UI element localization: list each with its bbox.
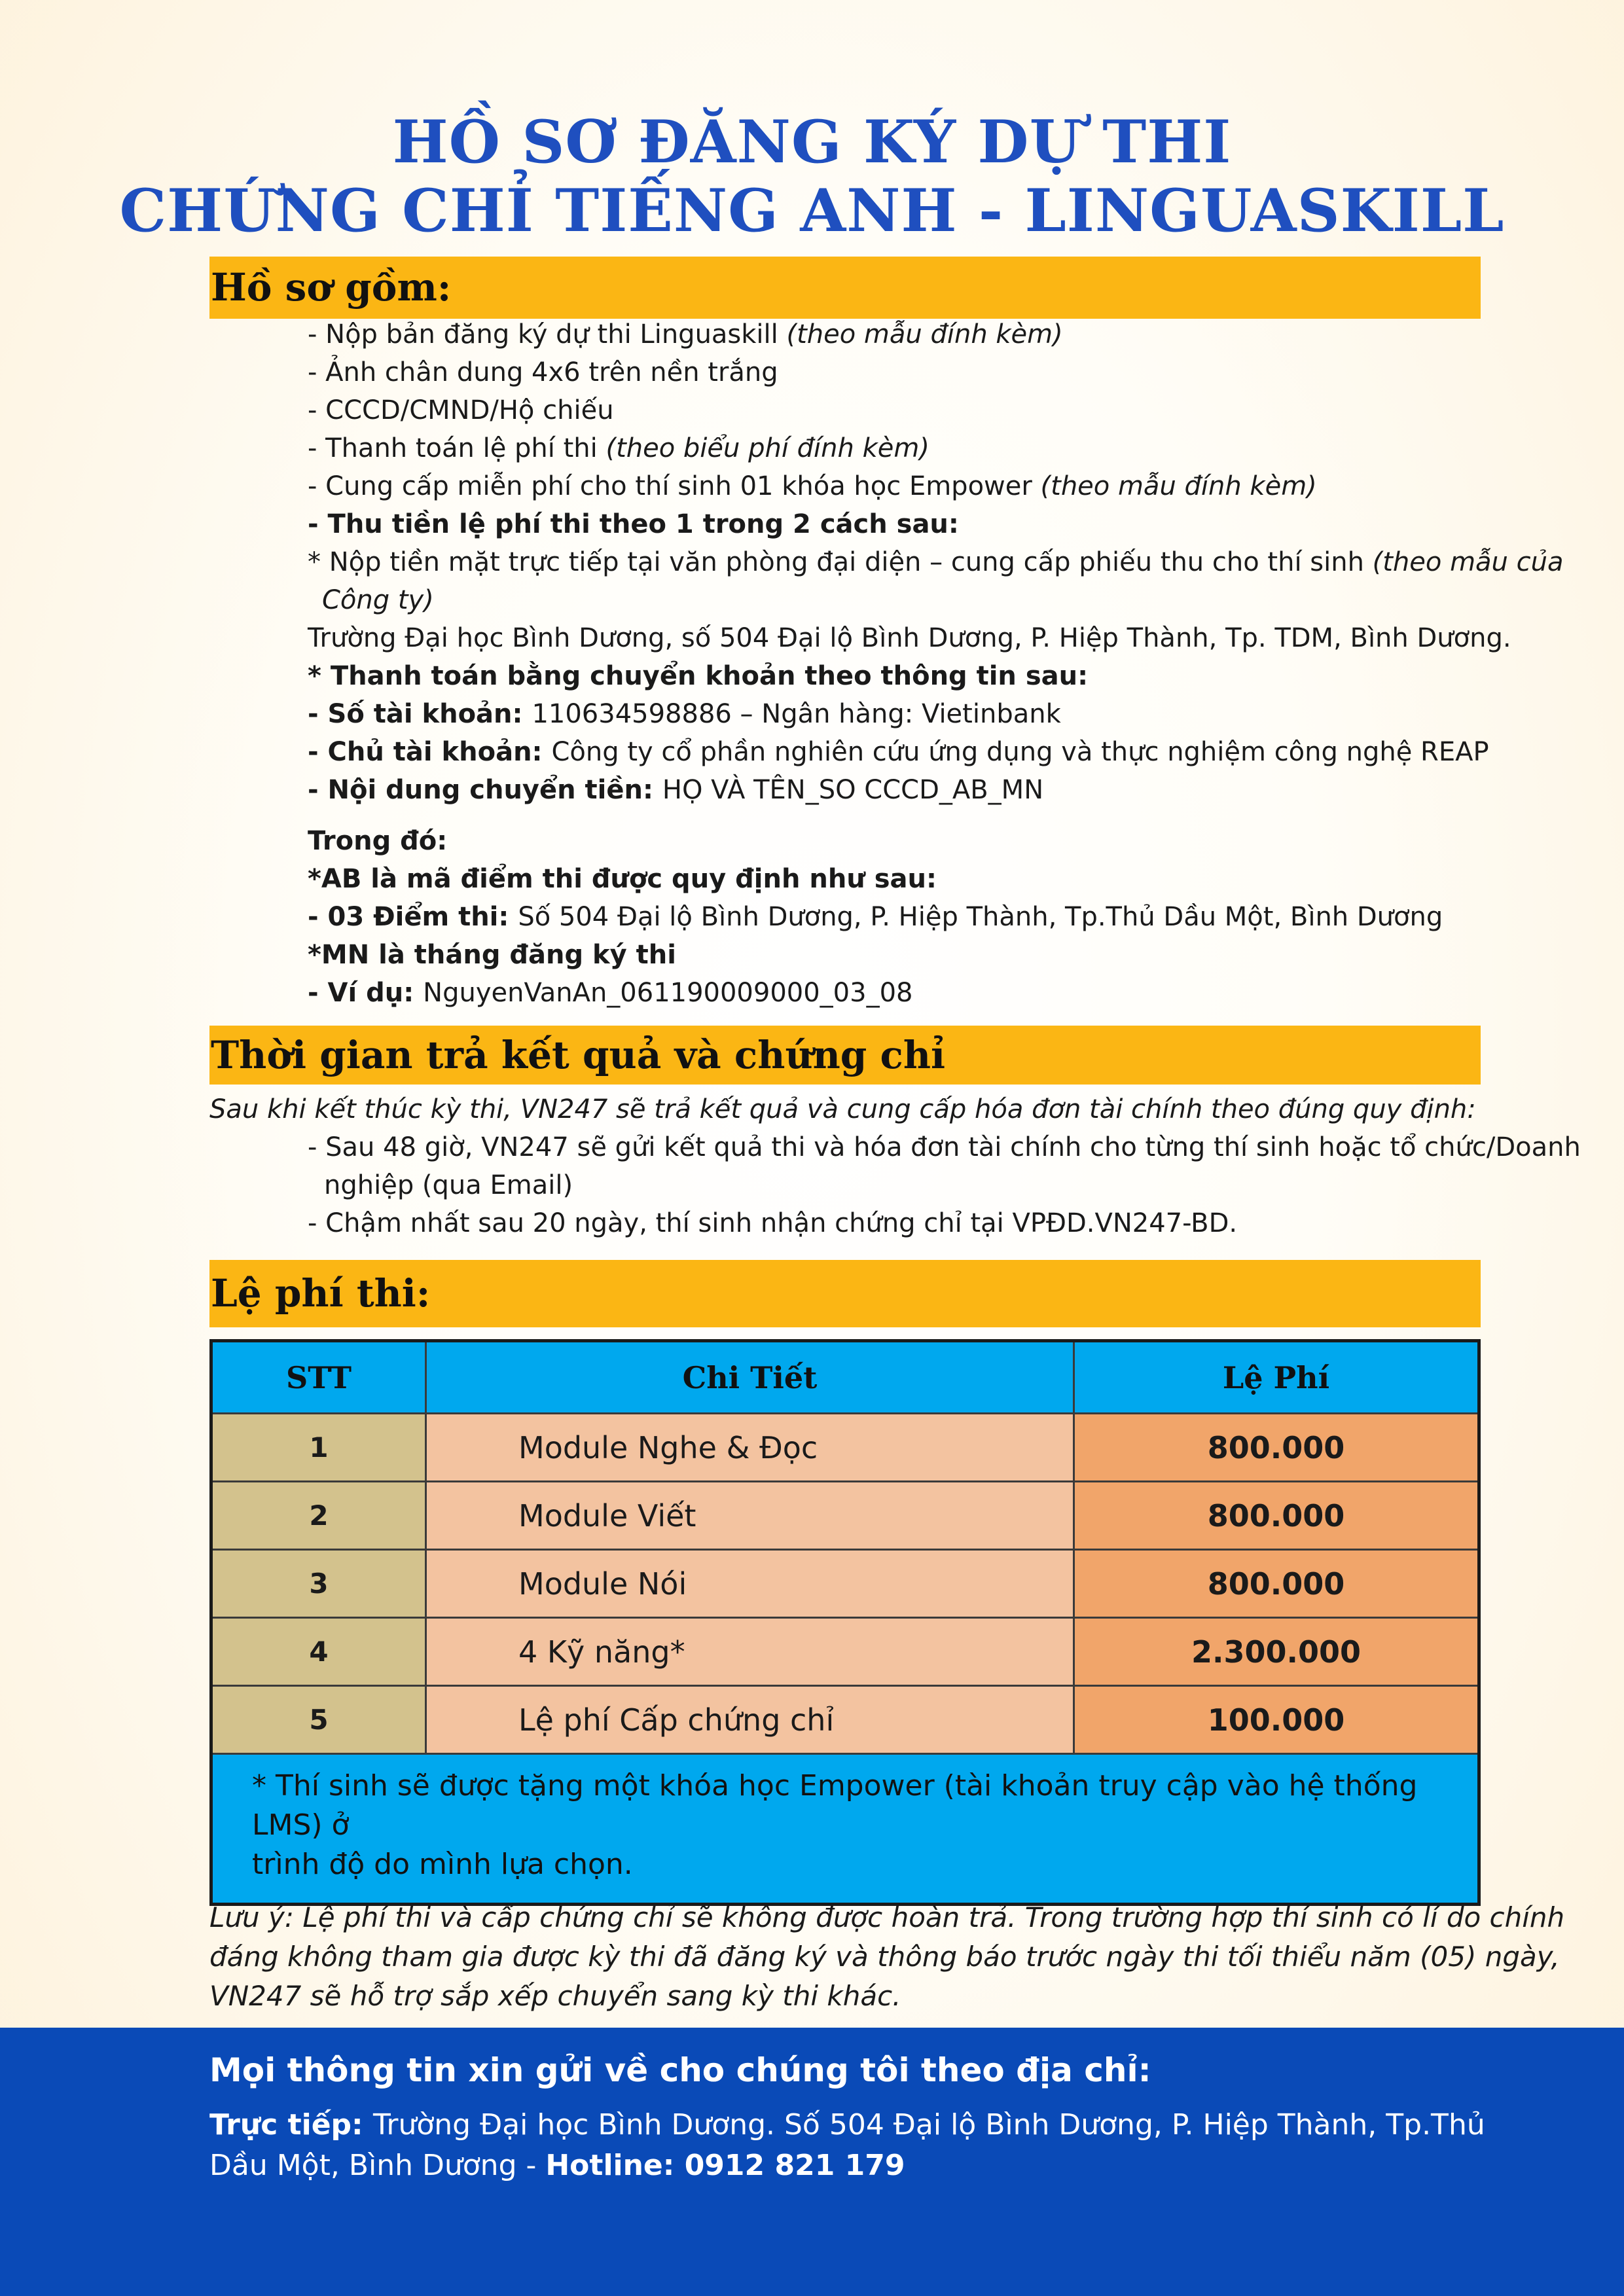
- account-owner: - Chủ tài khoản: Công ty cổ phần nghiên cứu ứng dụng và thực nghiệm công nghệ REAP: [308, 737, 1489, 767]
- luu-y-line-3: VN247 sẽ hỗ trợ sắp xếp chuyển sang kỳ thi khác.: [209, 1980, 901, 2012]
- row-detail: 4 Kỹ năng*: [426, 1618, 1074, 1686]
- row-detail: Lệ phí Cấp chứng chỉ: [426, 1686, 1074, 1754]
- ho-so-item-3: - CCCD/CMND/Hộ chiếu: [308, 395, 614, 425]
- row-fee: 800.000: [1074, 1414, 1479, 1482]
- ho-so-item-5: - Cung cấp miễn phí cho thí sinh 01 khóa học Empower (theo mẫu đính kèm): [308, 471, 1317, 501]
- row-detail: Module Nói: [426, 1550, 1074, 1618]
- trong-do-label: Trong đó:: [308, 826, 448, 856]
- account-number: - Số tài khoản: 110634598886 – Ngân hàng: Vietinbank: [308, 699, 1061, 729]
- luu-y-line-2: đáng không tham gia được kỳ thi đã đăng ký và thông báo trước ngày thi tối thiểu năm (05) ngày,: [209, 1941, 1560, 1973]
- footer-heading: Mọi thông tin xin gửi về cho chúng tôi theo địa chỉ:: [209, 2051, 1151, 2089]
- ho-so-item-4: - Thanh toán lệ phí thi (theo biểu phí đính kèm): [308, 433, 929, 463]
- example-line: - Ví dụ: NguyenVanAn_061190009000_03_08: [308, 978, 913, 1008]
- payment-heading: - Thu tiền lệ phí thi theo 1 trong 2 cách sau:: [308, 509, 959, 539]
- ab-definition: *AB là mã điểm thi được quy định như sau:: [308, 864, 937, 894]
- row-fee: 800.000: [1074, 1482, 1479, 1550]
- mn-definition: *MN là tháng đăng ký thi: [308, 940, 676, 970]
- table-note-line-1: * Thí sinh sẽ được tặng một khóa học Empower (tài khoản truy cập vào hệ thống LMS) ở: [252, 1769, 1418, 1842]
- thoi-gian-item-1-cont: nghiệp (qua Email): [324, 1170, 573, 1200]
- table-row: [211, 1550, 1479, 1618]
- section-thoi-gian-header: Thời gian trả kết quả và chứng chỉ: [209, 1026, 1481, 1085]
- table-row: [211, 1618, 1479, 1686]
- row-stt: 4: [211, 1618, 426, 1686]
- cash-payment-note: Công ty): [322, 585, 434, 615]
- title-line-1: HỒ SƠ ĐĂNG KÝ DỰ THI: [392, 107, 1232, 177]
- row-fee: 800.000: [1074, 1550, 1479, 1618]
- hotline[interactable]: Hotline: 0912 821 179: [545, 2149, 905, 2182]
- row-fee: 2.300.000: [1074, 1618, 1479, 1686]
- cash-payment-line: * Nộp tiền mặt trực tiếp tại văn phòng đại diện – cung cấp phiếu thu cho thí sinh (theo mẫu của: [308, 547, 1564, 577]
- row-stt: 2: [211, 1482, 426, 1550]
- page-title: [0, 108, 1624, 245]
- ho-so-item-1: - Nộp bản đăng ký dự thi Linguaskill (theo mẫu đính kèm): [308, 319, 1063, 350]
- header-le-phi: Lệ Phí: [1074, 1341, 1479, 1414]
- table-row: [211, 1686, 1479, 1754]
- header-chi-tiet: Chi Tiết: [426, 1341, 1074, 1414]
- table-note-line-2: trình độ do mình lựa chọn.: [252, 1848, 633, 1881]
- thoi-gian-item-1: - Sau 48 giờ, VN247 sẽ gửi kết quả thi và hóa đơn tài chính cho từng thí sinh hoặc tổ chức/Doanh: [308, 1132, 1581, 1162]
- row-detail: Module Viết: [426, 1482, 1074, 1550]
- row-detail: Module Nghe & Đọc: [426, 1414, 1074, 1482]
- thoi-gian-intro: Sau khi kết thúc kỳ thi, VN247 sẽ trả kết quả và cung cấp hóa đơn tài chính theo đúng quy định:: [209, 1094, 1476, 1124]
- fee-table: [209, 1339, 1481, 1906]
- title-line-2: CHỨNG CHỈ TIẾNG ANH - LINGUASKILL: [119, 176, 1505, 245]
- footer-address: [209, 2105, 1492, 2186]
- luu-y-line-1: Lưu ý: Lệ phí thi và cấp chứng chỉ sẽ không được hoàn trả. Trong trường hợp thí sinh có lí do chính: [209, 1901, 1565, 1933]
- contact-footer: [0, 2028, 1624, 2296]
- table-row: [211, 1482, 1479, 1550]
- row-stt: 3: [211, 1550, 426, 1618]
- transfer-heading: * Thanh toán bằng chuyển khoản theo thông tin sau:: [308, 661, 1089, 691]
- direct-address: Trường Đại học Bình Dương. Số 504 Đại lộ Bình Dương, P. Hiệp Thành, Tp.Thủ Dầu Một, Bình Dương -: [209, 2108, 1485, 2182]
- table-note: [211, 1754, 1479, 1905]
- thoi-gian-item-2: - Chậm nhất sau 20 ngày, thí sinh nhận chứng chỉ tại VPĐD.VN247-BD.: [308, 1208, 1238, 1238]
- section-ho-so-header: Hồ sơ gồm:: [209, 257, 1481, 319]
- row-stt: 5: [211, 1686, 426, 1754]
- transfer-content: - Nội dung chuyển tiền: HỌ VÀ TÊN_SO CCCD_AB_MN: [308, 775, 1044, 805]
- exam-site: - 03 Điểm thi: Số 504 Đại lộ Bình Dương, P. Hiệp Thành, Tp.Thủ Dầu Một, Bình Dương: [308, 902, 1443, 932]
- section-le-phi-header: Lệ phí thi:: [209, 1260, 1481, 1327]
- row-fee: 100.000: [1074, 1686, 1479, 1754]
- office-address: Trường Đại học Bình Dương, số 504 Đại lộ Bình Dương, P. Hiệp Thành, Tp. TDM, Bình Dương.: [308, 623, 1511, 653]
- ho-so-item-2: - Ảnh chân dung 4x6 trên nền trắng: [308, 357, 778, 387]
- table-row: [211, 1414, 1479, 1482]
- header-stt: STT: [211, 1341, 426, 1414]
- row-stt: 1: [211, 1414, 426, 1482]
- direct-label: Trực tiếp:: [209, 2108, 373, 2142]
